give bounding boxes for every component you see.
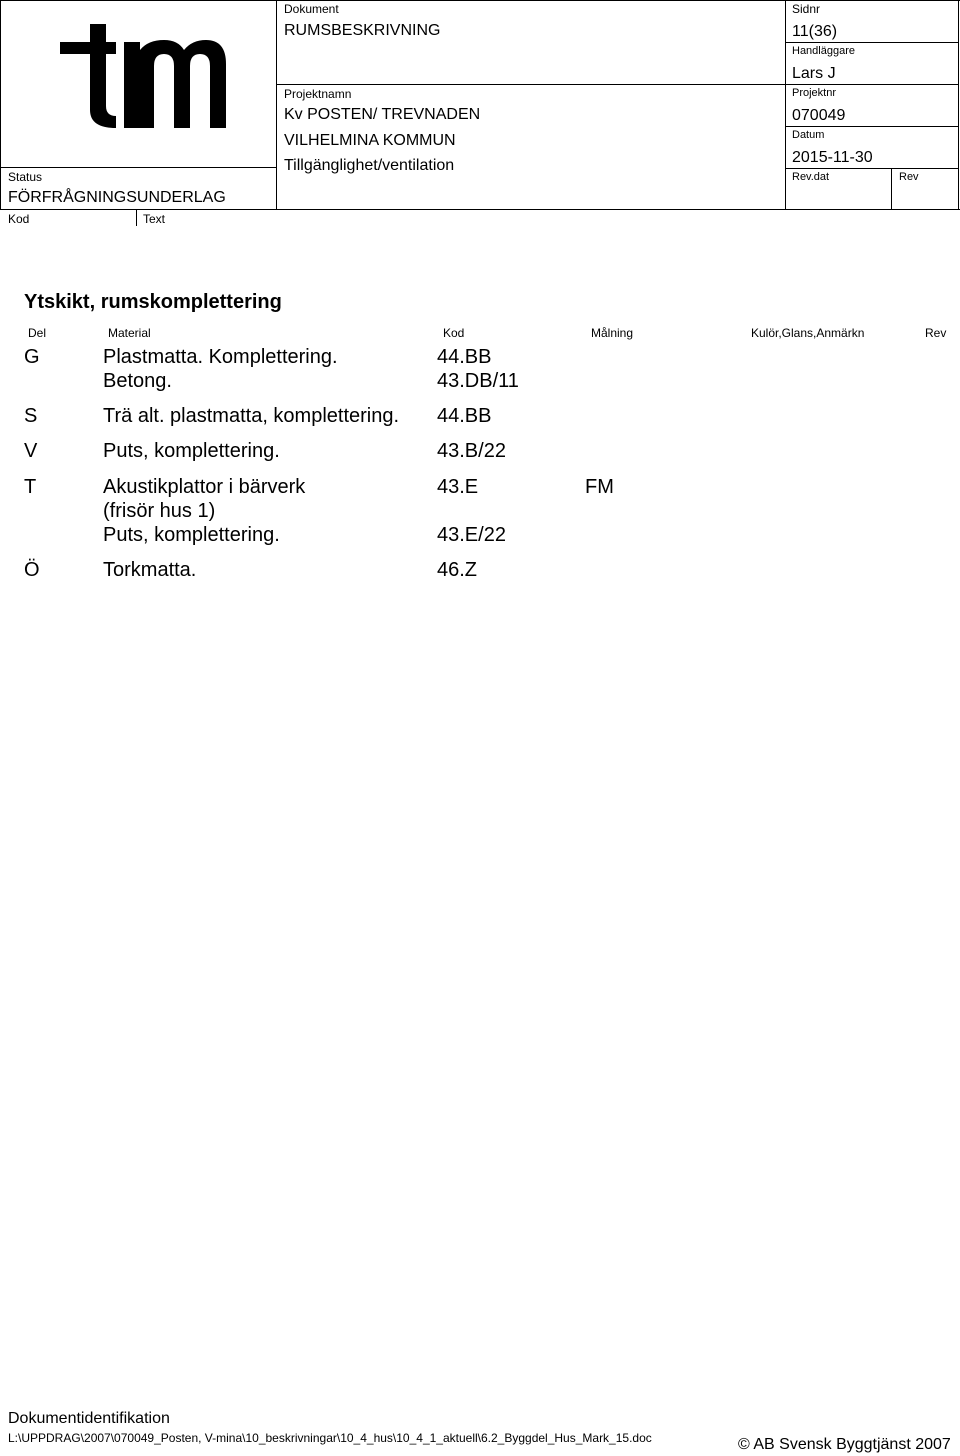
row-material: Trä alt. plastmatta, komplettering.: [103, 405, 400, 427]
projektnr-value: 070049: [792, 107, 846, 124]
kod-label: Kod: [8, 212, 30, 226]
doc-path: L:\UPPDRAG\2007\070049_Posten, V-mina\10_beskrivningar\10_4_hus\10_4_1_aktuell\6.2_Byggdel_Hus_Mark_15.doc: [8, 1431, 652, 1445]
row-material: Torkmatta.: [103, 559, 197, 581]
handlaggare-label: Handläggare: [792, 45, 855, 57]
col-rev: Rev: [925, 326, 947, 340]
projektnamn-line-3: Tillgänglighet/ventilation: [284, 157, 455, 174]
status-value: FÖRFRÅGNINGSUNDERLAG: [8, 189, 226, 206]
row-material: Akustikplattor i bärverk: [103, 476, 306, 498]
row-material: (frisör hus 1): [103, 500, 216, 522]
row-del: Ö: [24, 559, 40, 581]
projektnamn-label: Projektnamn: [284, 87, 352, 101]
row-del: G: [24, 346, 40, 368]
row-malning: FM: [585, 476, 614, 498]
col-material: Material: [108, 326, 151, 340]
projektnamn-line-1: Kv POSTEN/ TREVNADEN: [284, 106, 481, 123]
sidnr-label: Sidnr: [792, 2, 821, 16]
row-del: V: [24, 440, 38, 462]
row-material: Puts, komplettering.: [103, 440, 280, 462]
copyright-icon: ©: [738, 1436, 750, 1453]
projektnamn-line-2: VILHELMINA KOMMUN: [284, 132, 456, 149]
revdat-label: Rev.dat: [792, 171, 830, 183]
row-kod: 44.BB: [437, 405, 492, 427]
col-del: Del: [28, 326, 47, 340]
sidnr-value: 11(36): [792, 23, 838, 40]
row-del: T: [24, 476, 37, 498]
text-label: Text: [143, 212, 166, 226]
datum-label: Datum: [792, 129, 825, 141]
col-kod: Kod: [443, 326, 465, 340]
row-del: S: [24, 405, 38, 427]
copyright: [738, 1436, 951, 1454]
dokument-label: Dokument: [284, 2, 339, 16]
tm-logo: [54, 18, 230, 130]
dokument-value: RUMSBESKRIVNING: [284, 22, 441, 39]
handlaggare-value: Lars J: [792, 65, 836, 82]
projektnr-label: Projektnr: [792, 87, 837, 99]
row-kod: 43.DB/11: [437, 370, 519, 392]
col-malning: Målning: [591, 326, 634, 340]
section-title: Ytskikt, rumskomplettering: [24, 291, 282, 313]
doc-id-label: Dokumentidentifikation: [8, 1410, 170, 1427]
row-kod: 46.Z: [437, 559, 478, 581]
row-kod: 43.B/22: [437, 440, 506, 462]
row-material: Plastmatta. Komplettering.: [103, 346, 338, 368]
rev-label: Rev: [899, 171, 919, 183]
row-kod: 43.E: [437, 476, 479, 498]
col-kulor: Kulör,Glans,Anmärkn: [751, 326, 865, 340]
copyright-text: AB Svensk Byggtjänst 2007: [753, 1436, 951, 1453]
row-material: Puts, komplettering.: [103, 524, 280, 546]
row-material: Betong.: [103, 370, 172, 392]
status-label: Status: [8, 170, 43, 184]
row-kod: 44.BB: [437, 346, 492, 368]
datum-value: 2015-11-30: [792, 149, 873, 166]
row-kod: 43.E/22: [437, 524, 506, 546]
